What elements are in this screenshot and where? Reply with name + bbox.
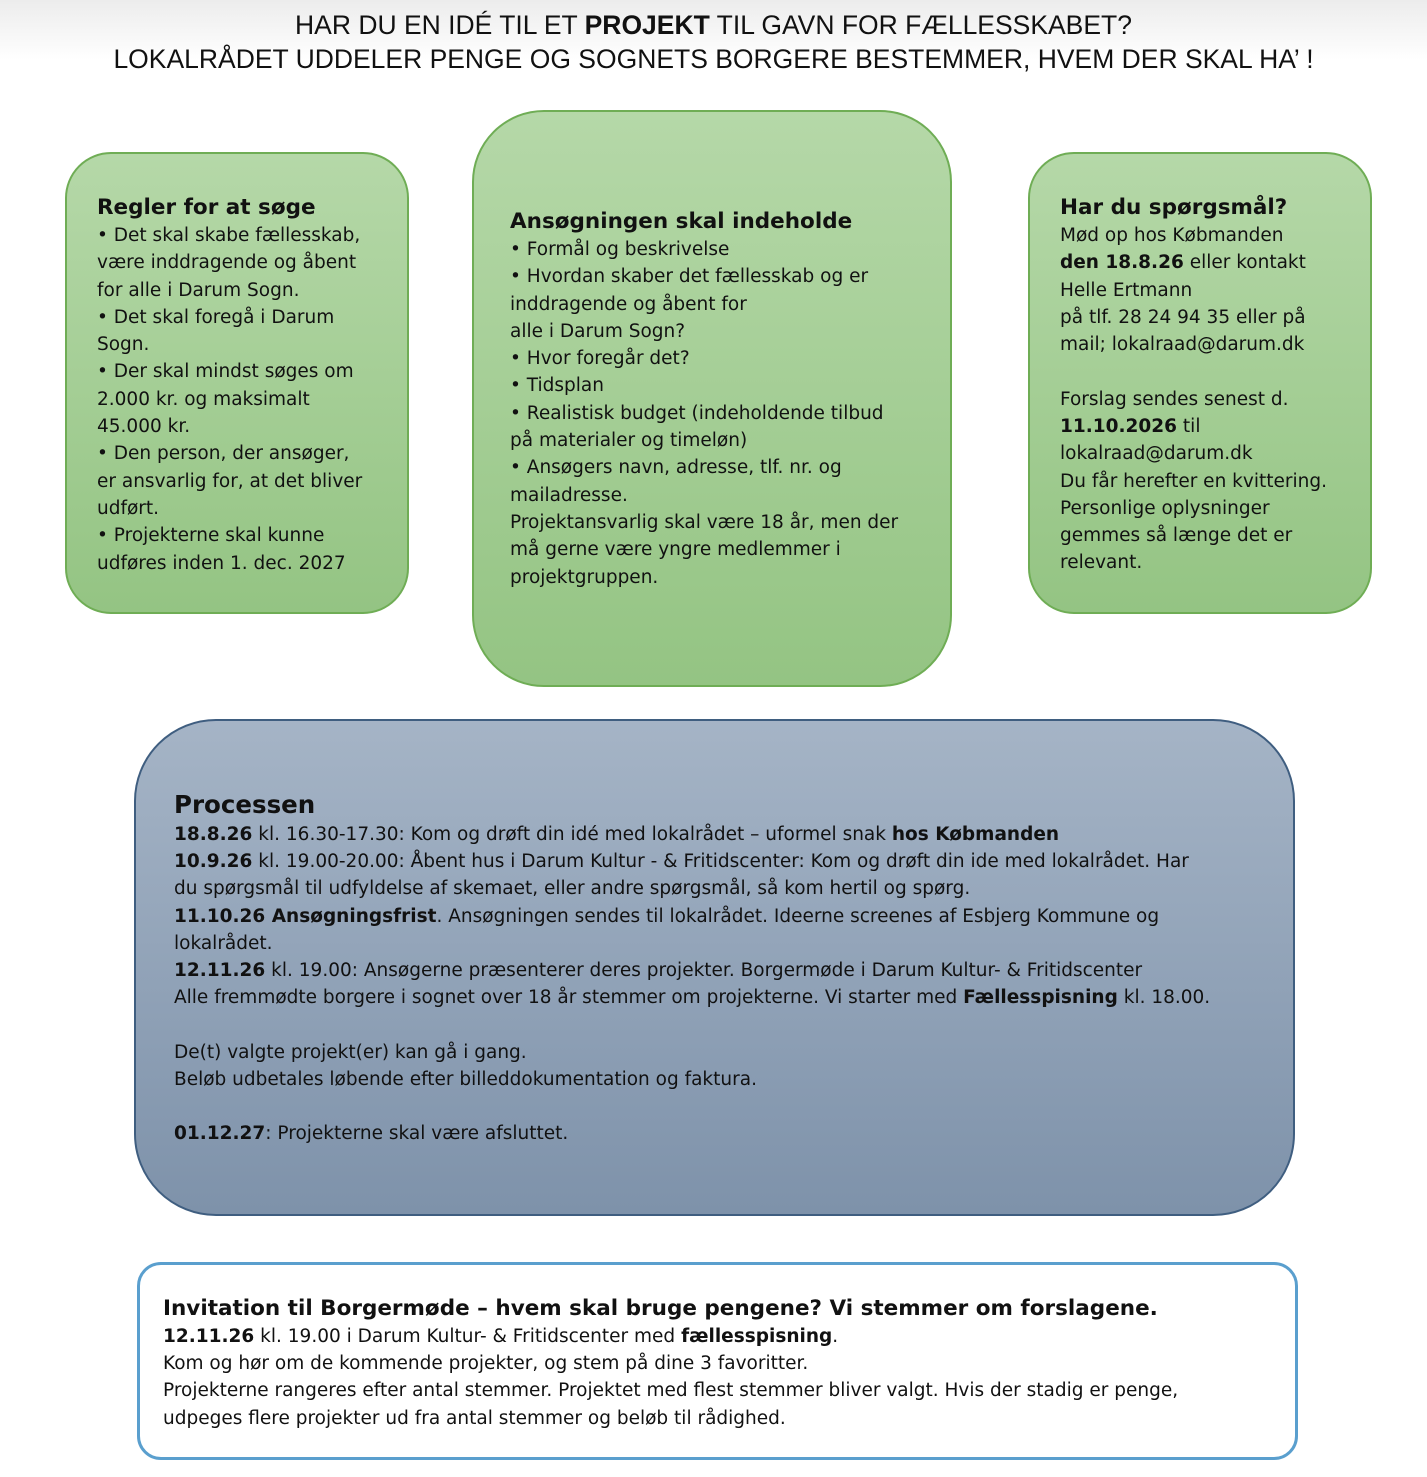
questions-line: Forslag sendes senest d. bbox=[1060, 388, 1289, 410]
application-line: • Tidsplan bbox=[510, 375, 604, 397]
questions-contact-name: Helle Ertmann bbox=[1060, 279, 1193, 301]
rules-line: være inddragende og åbent bbox=[97, 252, 357, 274]
application-box bbox=[472, 110, 952, 687]
application-text bbox=[510, 236, 940, 591]
application-line: må gerne være yngre medlemmer i bbox=[510, 539, 841, 561]
invitation-line: Projekterne rangeres efter antal stemmer. Projektet med flest stemmer bliver valgt. Hvis der stadig er penge, bbox=[163, 1380, 1179, 1402]
questions-box bbox=[1028, 152, 1372, 614]
questions-email-2: lokalraad@darum.dk bbox=[1060, 443, 1253, 465]
application-line: inddragende og åbent for bbox=[510, 293, 747, 315]
questions-phone: på tlf. 28 24 94 35 eller på bbox=[1060, 306, 1306, 328]
rules-line: • Der skal mindst søges om bbox=[97, 361, 354, 383]
process-step: 01.12.27: Projekterne skal være afsluttet. bbox=[174, 1123, 569, 1145]
invitation-line: Kom og hør om de kommende projekter, og stem på dine 3 favoritter. bbox=[163, 1353, 809, 1375]
application-line: • Formål og beskrivelse bbox=[510, 239, 730, 260]
questions-line: relevant. bbox=[1060, 552, 1143, 574]
rules-text bbox=[97, 222, 397, 577]
questions-line: gemmes så længe det er bbox=[1060, 525, 1293, 547]
process-step: Alle fremmødte borgere i sognet over 18 år stemmer om projekterne. Vi starter med Fællesspisning kl. 18.00. bbox=[174, 987, 1211, 1009]
invitation-box bbox=[137, 1262, 1298, 1460]
questions-text bbox=[1060, 222, 1360, 577]
application-line: • Hvordan skaber det fællesskab og er bbox=[510, 266, 869, 288]
rules-line: • Projekterne skal kunne bbox=[97, 525, 325, 547]
rules-line: er ansvarlig for, at det bliver bbox=[97, 470, 363, 492]
application-line: • Hvor foregår det? bbox=[510, 348, 690, 370]
rules-title: Regler for at søge bbox=[97, 195, 316, 220]
rules-line: 2.000 kr. og maksimalt bbox=[97, 388, 310, 410]
application-line: • Realistisk budget (indeholdende tilbud bbox=[510, 402, 884, 424]
process-step-cont: lokalrådet. bbox=[174, 932, 273, 954]
application-line: alle i Darum Sogn? bbox=[510, 320, 686, 342]
invitation-text bbox=[163, 1323, 1275, 1432]
process-note: Beløb udbetales løbende efter billeddokumentation og faktura. bbox=[174, 1068, 757, 1090]
application-line: mailadresse. bbox=[510, 484, 628, 506]
application-line: Projektansvarlig skal være 18 år, men der bbox=[510, 511, 899, 533]
questions-deadline: 11.10.2026 til bbox=[1060, 415, 1201, 437]
process-title: Processen bbox=[174, 790, 316, 819]
questions-line: Mød op hos Købmanden bbox=[1060, 225, 1284, 246]
rules-line: • Det skal skabe fællesskab, bbox=[97, 225, 361, 246]
rules-line: • Det skal foregå i Darum bbox=[97, 306, 335, 328]
questions-line: den 18.8.26 eller kontakt bbox=[1060, 252, 1306, 274]
process-step: 12.11.26 kl. 19.00: Ansøgerne præsenterer deres projekter. Borgermøde i Darum Kultur- & Fritidscenter bbox=[174, 960, 1143, 982]
process-text bbox=[174, 821, 1263, 1147]
process-note: De(t) valgte projekt(er) kan gå i gang. bbox=[174, 1041, 527, 1063]
questions-title: Har du spørgsmål? bbox=[1060, 195, 1288, 220]
questions-line: Personlige oplysninger bbox=[1060, 497, 1270, 519]
application-line: • Ansøgers navn, adresse, tlf. nr. og bbox=[510, 457, 842, 479]
process-box bbox=[134, 719, 1295, 1216]
process-step: 10.9.26 kl. 19.00-20.00: Åbent hus i Darum Kultur - & Fritidscenter: Kom og drøft din ide med lokalrådet. Har bbox=[174, 851, 1189, 873]
rules-line: udført. bbox=[97, 497, 160, 519]
application-line: projektgruppen. bbox=[510, 566, 659, 588]
rules-line: 45.000 kr. bbox=[97, 416, 191, 438]
rules-line: for alle i Darum Sogn. bbox=[97, 279, 300, 301]
invitation-title: Invitation til Borgermøde – hvem skal bruge pengene? Vi stemmer om forslagene. bbox=[163, 1296, 1158, 1321]
header-line-2: LOKALRÅDET UDDELER PENGE OG SOGNETS BORGERE BESTEMMER, HVEM DER SKAL HA’ ! bbox=[113, 44, 1314, 74]
spacer bbox=[174, 1011, 1263, 1038]
questions-email: mail; lokalraad@darum.dk bbox=[1060, 334, 1305, 356]
invitation-line: 12.11.26 kl. 19.00 i Darum Kultur- & Fritidscenter med fællesspisning. bbox=[163, 1326, 839, 1347]
rules-box bbox=[65, 152, 409, 614]
page-header bbox=[0, 8, 1427, 76]
rules-line: • Den person, der ansøger, bbox=[97, 443, 350, 465]
spacer bbox=[174, 1093, 1263, 1120]
process-step: 11.10.26 Ansøgningsfrist. Ansøgningen sendes til lokalrådet. Ideerne screenes af Esbjerg Kommune og bbox=[174, 905, 1160, 927]
spacer bbox=[1060, 358, 1360, 385]
rules-line: Sogn. bbox=[97, 334, 150, 356]
process-step-cont: du spørgsmål til udfyldelse af skemaet, eller andre spørgsmål, så kom hertil og spørg. bbox=[174, 878, 971, 900]
header-line-1: HAR DU EN IDÉ TIL ET PROJEKT TIL GAVN FOR FÆLLESSKABET? bbox=[295, 10, 1132, 40]
application-line: på materialer og timeløn) bbox=[510, 430, 748, 452]
invitation-line: udpeges flere projekter ud fra antal stemmer og beløb til rådighed. bbox=[163, 1407, 786, 1429]
rules-line: udføres inden 1. dec. 2027 bbox=[97, 552, 346, 574]
questions-line: Du får herefter en kvittering. bbox=[1060, 470, 1327, 492]
process-step: 18.8.26 kl. 16.30-17.30: Kom og drøft din idé med lokalrådet – uformel snak hos Købmanden bbox=[174, 824, 1060, 845]
application-title: Ansøgningen skal indeholde bbox=[510, 209, 853, 234]
